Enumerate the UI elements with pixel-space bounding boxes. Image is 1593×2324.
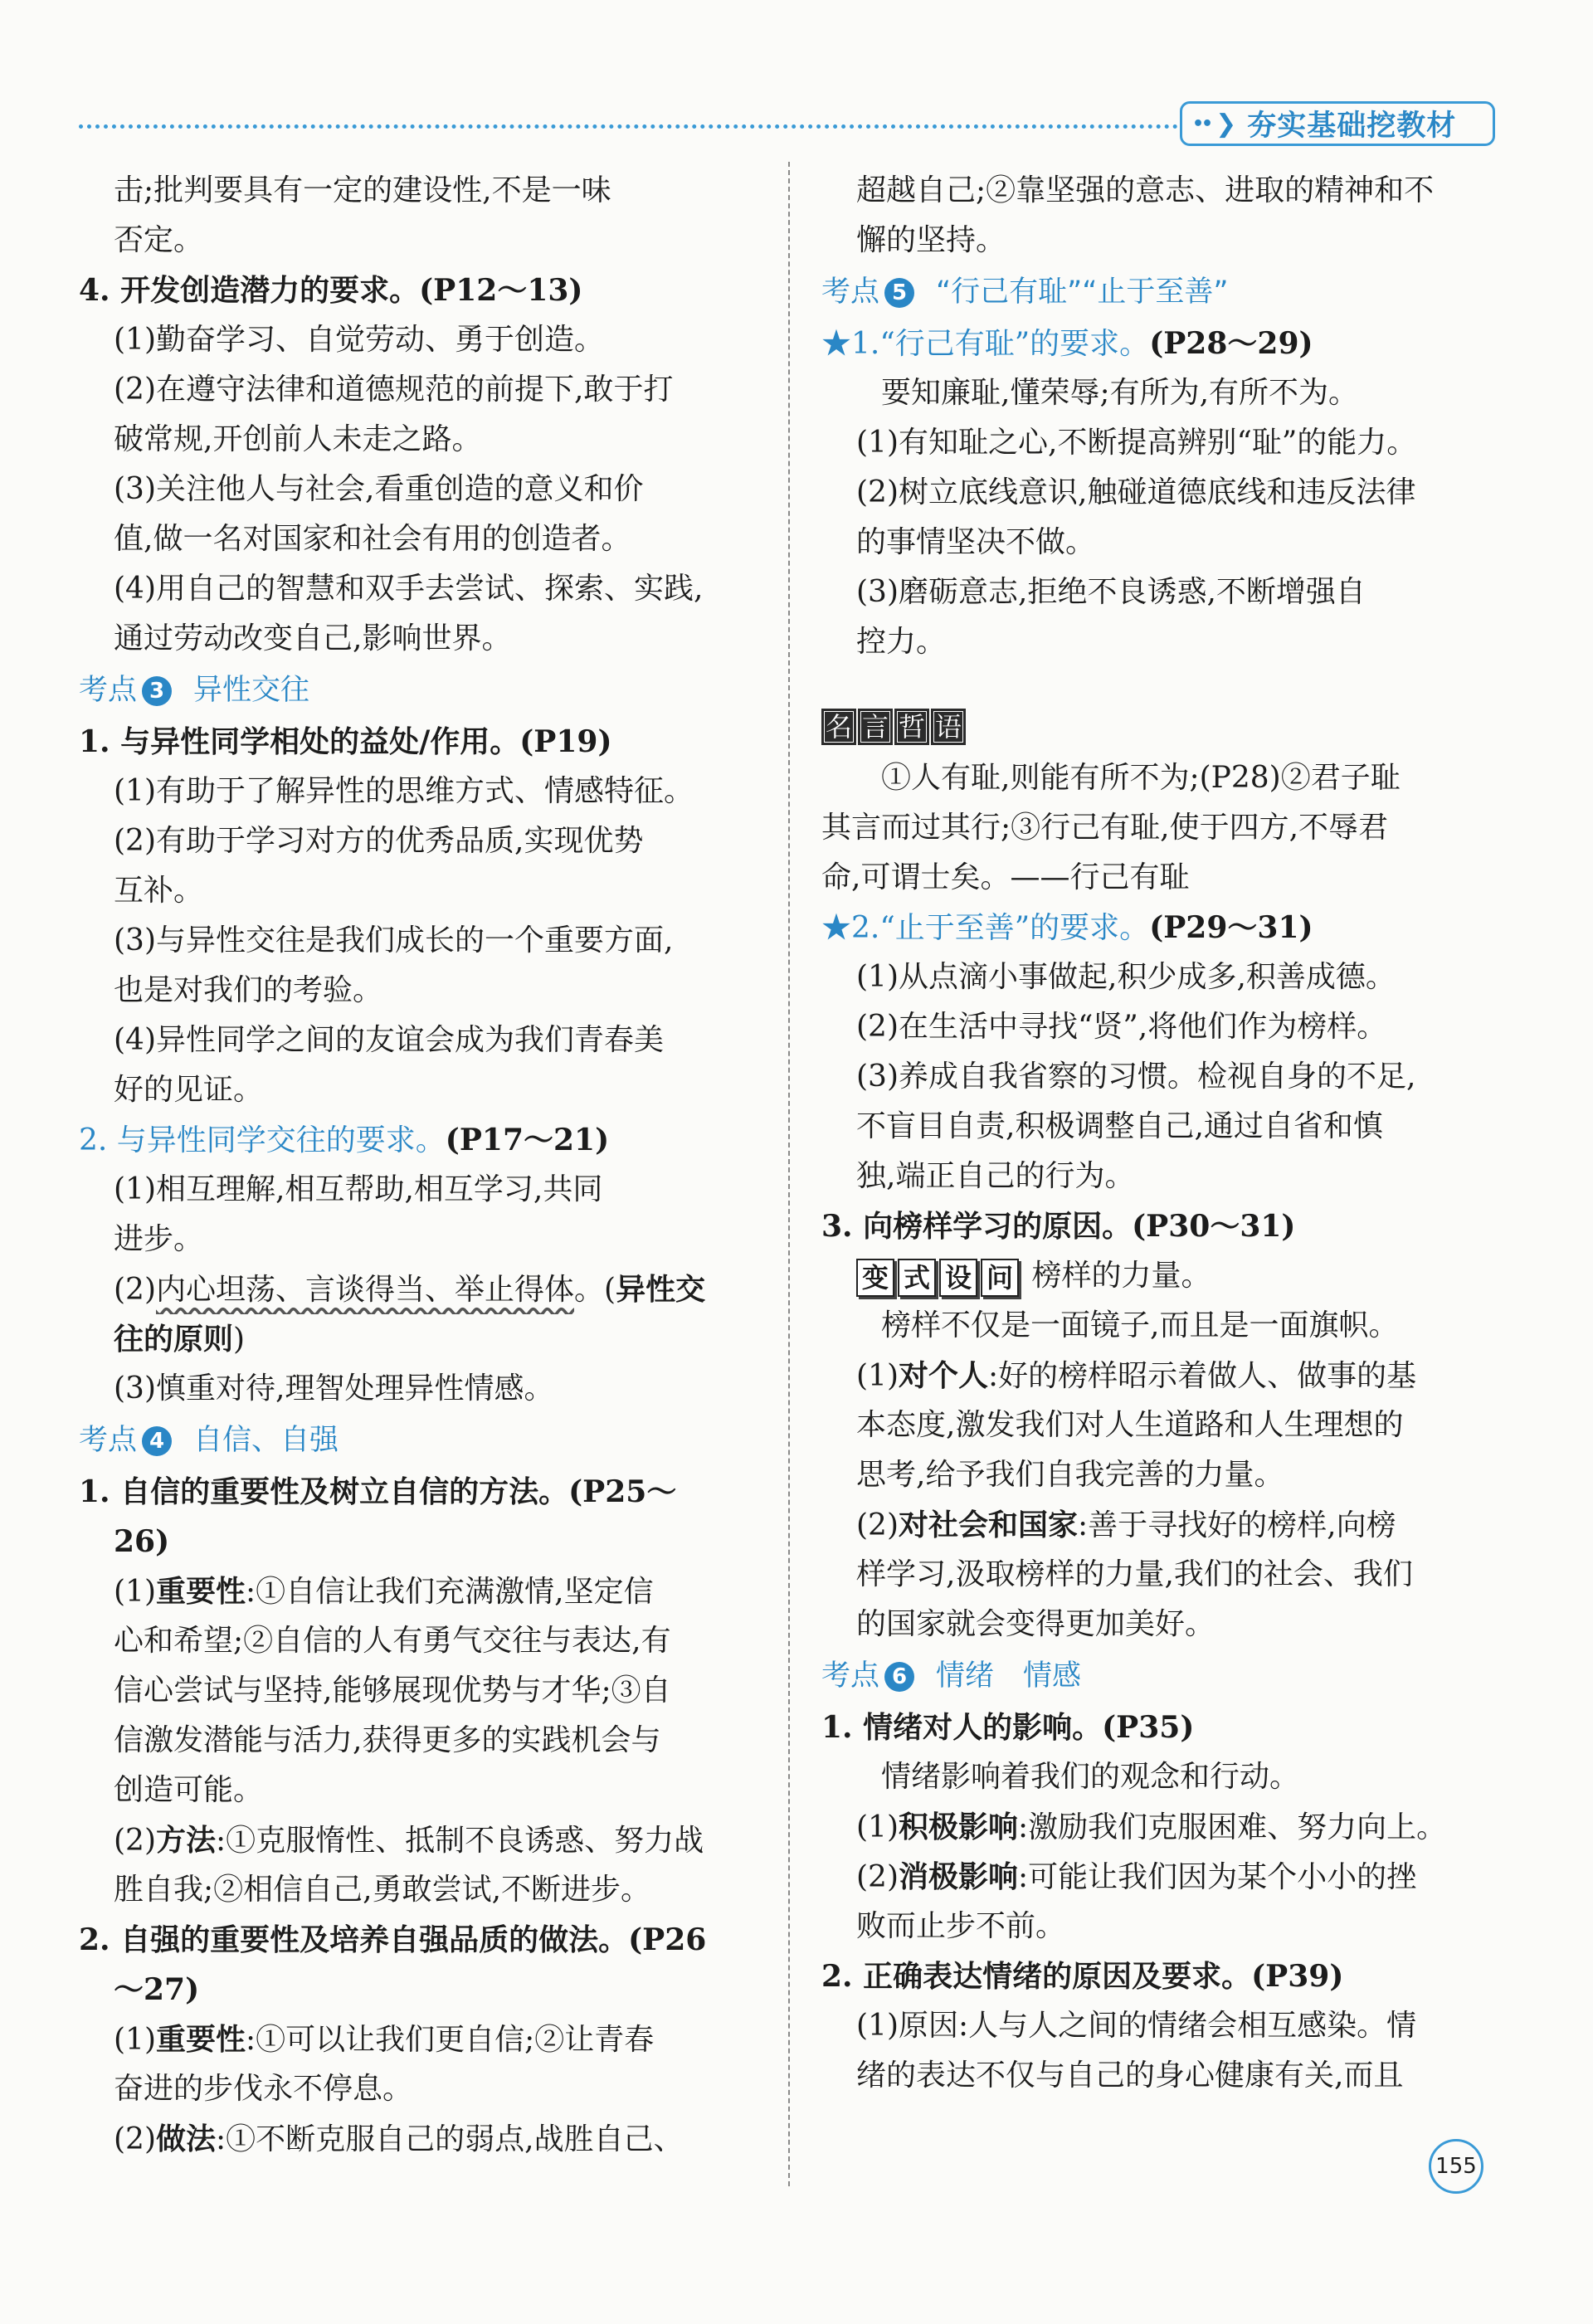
text-line: (1)勤奋学习、自觉劳动、勇于创造。 xyxy=(114,323,604,357)
text-line: 互补。 xyxy=(114,874,204,908)
arrow-right-icon: ❯ xyxy=(1215,109,1238,139)
page-ref: (P25～ xyxy=(568,1474,677,1509)
text-line: (1)从点滴小事做起,积少成多,积善成德。 xyxy=(856,960,1396,994)
text-line: (2)有助于学习对方的优秀品质,实现优势 xyxy=(114,824,644,858)
text-line: (3)慎重对待,理智处理异性情感。 xyxy=(114,1372,554,1406)
text-line: ①人有耻,则能有所不为;(P28)②君子耻 xyxy=(881,761,1401,795)
text-line: 心和希望;②自信的人有勇气交往与表达,有 xyxy=(114,1624,671,1658)
item-heading: 1. 情绪对人的影响。(P35) xyxy=(821,1710,1195,1745)
text-line: (1)原因:人与人之间的情绪会相互感染。情 xyxy=(856,2009,1417,2043)
quotes-box-label xyxy=(821,700,1502,753)
text-line: 思考,给予我们自我完善的力量。 xyxy=(856,1458,1284,1492)
text-line: 败而止步不前。 xyxy=(856,1909,1066,1943)
text-line: (3)与异性交往是我们成长的一个重要方面, xyxy=(114,923,674,957)
text-line: 通过劳动改变自己,影响世界。 xyxy=(114,621,512,655)
text-line: 样学习,汲取榜样的力量,我们的社会、我们 xyxy=(856,1557,1413,1591)
kaodian-title: 自信、自强 xyxy=(193,1424,339,1457)
text-line: 也是对我们的考验。 xyxy=(114,973,383,1007)
page-ref: (P28～29) xyxy=(1149,326,1313,361)
text-line: 的事情坚决不做。 xyxy=(856,525,1096,559)
text-line: 情绪影响着我们的观念和行动。 xyxy=(881,1760,1300,1794)
kaodian-heading-6: 考点 6 情绪 情感 xyxy=(821,1659,1082,1693)
kaodian-heading-3: 考点 3 异性交往 xyxy=(79,674,310,707)
label-char: 哲 xyxy=(894,709,929,745)
star-icon: ★ xyxy=(821,327,852,361)
page-ref: (P17～21) xyxy=(445,1123,610,1157)
item-heading: 1. 与异性同学相处的益处/作用。(P19) xyxy=(79,724,612,759)
text-line: (2)对社会和国家:善于寻找好的榜样,向榜 xyxy=(856,1508,1396,1542)
text-line: (1)积极影响:激励我们克服困难、努力向上。 xyxy=(856,1810,1447,1844)
text-line: (1)对个人:好的榜样昭示着做人、做事的基 xyxy=(856,1358,1417,1393)
section-header-title: 夯实基础挖教材 xyxy=(1247,110,1457,143)
text-line: (2)在遵守法律和道德规范的前提下,敢于打 xyxy=(114,373,674,407)
kaodian-title: 情绪 情感 xyxy=(936,1659,1082,1693)
text-line: 的国家就会变得更加美好。 xyxy=(856,1607,1215,1641)
page-ref: (P19) xyxy=(519,724,612,759)
text-line: 控力。 xyxy=(856,625,947,659)
text-line: (3)磨砺意志,拒绝不良诱惑,不断增强自 xyxy=(856,575,1366,609)
page-ref: (P29～31) xyxy=(1149,910,1313,945)
variant-question-label: 变 式 设 问 xyxy=(856,1253,1022,1301)
item-heading-blue: 2. 与异性同学交往的要求。(P17～21) xyxy=(79,1123,610,1157)
wavy-underlined-text: 内心坦荡、言谈得当、举止得体 xyxy=(156,1273,575,1307)
text-line: (3)养成自我省察的习惯。检视自身的不足, xyxy=(856,1060,1416,1094)
star-icon: ★ xyxy=(821,911,852,945)
text-line: 信心尝试与坚持,能够展现优势与才华;③自 xyxy=(114,1674,671,1708)
kaodian-number-badge: 4 xyxy=(142,1426,172,1456)
column-divider xyxy=(788,162,790,2186)
text-line: (1)相互理解,相互帮助,相互学习,共同 xyxy=(114,1172,603,1206)
section-header-badge xyxy=(1180,101,1495,146)
text-line: (2)做法:①不断克服自己的弱点,战胜自己、 xyxy=(114,2122,684,2156)
label-char: 言 xyxy=(858,709,893,745)
page-ref: (P35) xyxy=(1102,1710,1195,1745)
text-line: 进步。 xyxy=(114,1222,204,1256)
item-heading: 4. 开发创造潜力的要求。(P12～13) xyxy=(79,273,583,308)
text-line: 好的见证。 xyxy=(114,1073,264,1107)
page-ref: (P12～13) xyxy=(419,273,583,308)
kaodian-number-badge: 6 xyxy=(884,1662,914,1692)
item-heading: 3. 向榜样学习的原因。(P30～31) xyxy=(821,1209,1296,1244)
item-heading: 2. 正确表达情绪的原因及要求。(P39) xyxy=(821,1959,1344,1994)
text-line: (4)用自己的智慧和双手去尝试、探索、实践, xyxy=(114,572,704,606)
text-line: 奋进的步伐永不停息。 xyxy=(114,2072,413,2106)
page-number: 155 xyxy=(1429,2139,1483,2194)
text-line: 超越自己;②靠坚强的意志、进取的精神和不 xyxy=(856,173,1435,207)
text-line: (2)方法:①克服惰性、抵制不良诱惑、努力战 xyxy=(114,1823,704,1858)
text-line: 独,端正自己的行为。 xyxy=(856,1159,1135,1193)
text-line: (2)内心坦荡、言谈得当、举止得体。(异性交 xyxy=(114,1272,706,1307)
label-char: 语 xyxy=(931,709,966,745)
text-line: (2)在生活中寻找“贤”,将他们作为榜样。 xyxy=(856,1010,1387,1044)
kaodian-title: 异性交往 xyxy=(193,674,310,707)
page-ref: (P39) xyxy=(1251,1959,1344,1994)
text-line: (4)异性同学之间的友谊会成为我们青春美 xyxy=(114,1023,664,1057)
text-line: (1)重要性:①自信让我们充满激情,坚定信 xyxy=(114,1574,654,1609)
kaodian-heading-5: 考点 5 “行己有耻”“止于至善” xyxy=(821,275,1229,309)
text-line: 其言而过其行;③行己有耻,使于四方,不辱君 xyxy=(821,811,1389,845)
text-line: 往的原则) xyxy=(114,1322,246,1357)
text-line: 破常规,开创前人未走之路。 xyxy=(114,422,482,456)
text-line: 绪的表达不仅与自己的身心健康有关,而且 xyxy=(856,2058,1404,2093)
text-line: 否定。 xyxy=(114,223,204,257)
item-heading: 1. 自信的重要性及树立自信的方法。(P25～ xyxy=(79,1474,677,1509)
kaodian-heading-4: 考点 4 自信、自强 xyxy=(79,1424,339,1457)
text-line: 值,做一名对国家和社会有用的创造者。 xyxy=(114,522,631,556)
page-ref: (P30～31) xyxy=(1132,1209,1296,1244)
text-line: 胜自我;②相信自己,勇敢尝试,不断进步。 xyxy=(114,1873,651,1907)
text-line: (3)关注他人与社会,看重创造的意义和价 xyxy=(114,472,644,506)
page-ref: 26) xyxy=(114,1524,170,1559)
left-column xyxy=(79,166,759,2164)
text-line: 本态度,激发我们对人生道路和人生理想的 xyxy=(856,1408,1404,1442)
text-line: 要知廉耻,懂荣辱;有所为,有所不为。 xyxy=(881,376,1359,410)
kaodian-number-badge: 3 xyxy=(142,676,172,706)
text-line: 命,可谓士矣。——行己有耻 xyxy=(821,860,1190,894)
kaodian-title: “行己有耻”“止于至善” xyxy=(936,275,1229,309)
variant-question-line: 变 式 设 问 榜样的力量。 xyxy=(821,1251,1502,1301)
text-line: 创造可能。 xyxy=(114,1773,264,1807)
header-dotted-rule xyxy=(79,124,1178,129)
text-line: 击;批判要具有一定的建设性,不是一味 xyxy=(114,173,611,207)
starred-item-heading: ★1.“行己有耻”的要求。(P28～29) xyxy=(821,326,1313,361)
text-line: (1)有知耻之心,不断提高辨别“耻”的能力。 xyxy=(856,426,1417,460)
text-line: (1)有助于了解异性的思维方式、情感特征。 xyxy=(114,774,694,808)
item-heading: 2. 自强的重要性及培养自强品质的做法。(P26 xyxy=(79,1922,707,1957)
text-line: 榜样不仅是一面镜子,而且是一面旗帜。 xyxy=(881,1308,1399,1342)
text-line: 信激发潜能与活力,获得更多的实践机会与 xyxy=(114,1723,661,1757)
dots-icon: •• xyxy=(1192,113,1211,134)
page-ref: ～27) xyxy=(114,1972,200,2007)
right-column xyxy=(821,166,1502,2101)
text-line: 不盲目自责,积极调整自己,通过自省和慎 xyxy=(856,1109,1383,1143)
text-line: (2)消极影响:可能让我们因为某个小小的挫 xyxy=(856,1859,1417,1894)
text-line: (1)重要性:①可以让我们更自信;②让青春 xyxy=(114,2022,655,2057)
text-line: (2)树立底线意识,触碰道德底线和违反法律 xyxy=(856,475,1416,509)
page-ref: (P26 xyxy=(628,1922,707,1957)
label-char: 名 xyxy=(821,709,856,745)
text-line: 懈的坚持。 xyxy=(856,223,1006,257)
kaodian-number-badge: 5 xyxy=(884,278,914,308)
starred-item-heading: ★2.“止于至善”的要求。(P29～31) xyxy=(821,910,1313,945)
